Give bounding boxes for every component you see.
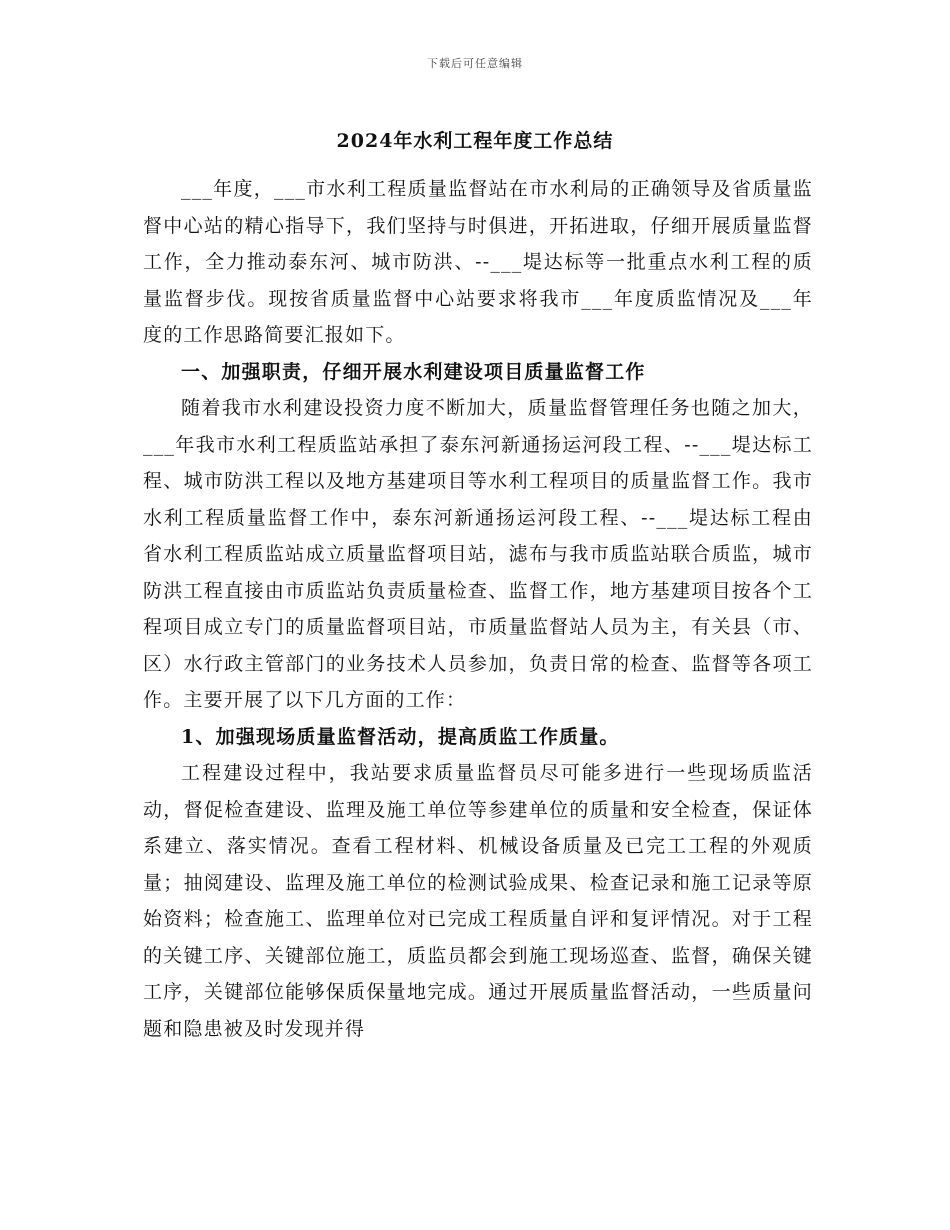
subsection-1-paragraph: 工程建设过程中，我站要求质量监督员尽可能多进行一些现场质监活动，督促检查建设、监理及施工单位等参建单位的质量和安全检查，保证体系建立、落实情况。查看工程材料、机械设备质量及已完工工程的外观质量；抽阅建设、监理及施工单位的检测试验成果、检查记录和施工记录等原始资料；检查施工、监理单位对已完成工程质量自评和复评情况。对于工程的关键工序、关键部位施工，质监员都会到施工现场巡查、监督，确保关键工序，关键部位能够保质保量地完成。通过开展质量监督活动，一些质量问题和隐患被及时发现并得 (143, 762, 813, 1040)
document-body (143, 171, 813, 1047)
section-heading-1: 一、加强职责，仔细开展水利建设项目质量监督工作 (181, 360, 646, 383)
subsection-heading-1: 1、加强现场质量监督活动，提高质监工作质量。 (181, 725, 620, 748)
intro-paragraph: ___年度，___市水利工程质量监督站在市水利局的正确领导及省质量监督中心站的精心指导下，我们坚持与时俱进，开拓进取，仔细开展质量监督工作，全力推动泰东河、城市防洪、--___堤达标等一批重点水利工程的质量监督步伐。现按省质量监督中心站要求将我市___年度质监情况及___年度的工作思路简要汇报如下。 (143, 178, 813, 346)
section-1-paragraph: 随着我市水利建设投资力度不断加大，质量监督管理任务也随之加大，___年我市水利工程质监站承担了泰东河新通扬运河段工程、--___堤达标工程、城市防洪工程以及地方基建项目等水利工程项目的质量监督工作。我市水利工程质量监督工作中，泰东河新通扬运河段工程、--___堤达标工程由省水利工程质监站成立质量监督项目站，滤布与我市质监站联合质监，城市防洪工程直接由市质监站负责质量检查、监督工作，地方基建项目按各个工程项目成立专门的质量监督项目站，市质量监督站人员为主，有关县（市、区）水行政主管部门的业务技术人员参加，负责日常的检查、监督等各项工作。主要开展了以下几方面的工作： (143, 397, 813, 711)
document-title: 2024年水利工程年度工作总结 (336, 130, 614, 152)
header-note: 下载后可任意编辑 (427, 57, 523, 70)
